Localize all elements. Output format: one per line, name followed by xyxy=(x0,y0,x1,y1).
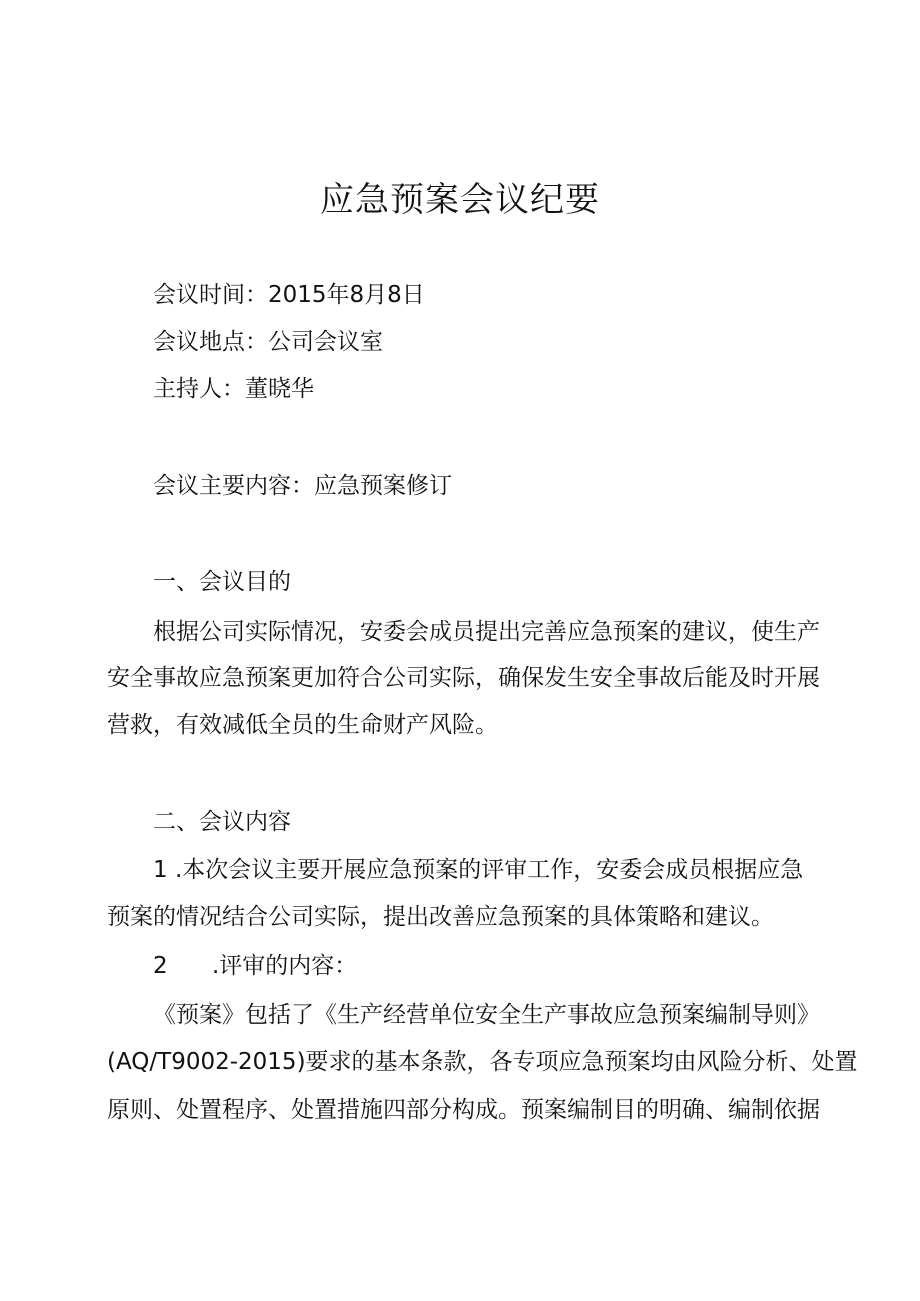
document-title: 应急预案会议纪要 xyxy=(320,180,600,220)
section2-paragraph-line: 原则、处置程序、处置措施四部分构成。预案编制目的明确、编制依据 xyxy=(107,1097,820,1123)
meeting-time: 会议时间：2015年8月8日 xyxy=(153,282,425,308)
section2-item1-line: 1 .本次会议主要开展应急预案的评审工作，安委会成员根据应急 xyxy=(153,857,804,883)
section2-paragraph-line: 《预案》包括了《生产经营单位安全生产事故应急预案编制导则》 xyxy=(153,1002,820,1028)
section2-heading: 二、会议内容 xyxy=(153,809,291,835)
section2-paragraph-line: (AQ/T9002-2015)要求的基本条款，各专项应急预案均由风险分析、处置 xyxy=(107,1049,858,1075)
section2-item1-line: 预案的情况结合公司实际，提出改善应急预案的具体策略和建议。 xyxy=(107,904,774,930)
section1-paragraph-line: 安全事故应急预案更加符合公司实际，确保发生安全事故后能及时开展 xyxy=(107,665,820,691)
section1-paragraph-line: 营救，有效减低全员的生命财产风险。 xyxy=(107,712,498,738)
meeting-host: 主持人：董晓华 xyxy=(153,376,314,402)
meeting-main-content: 会议主要内容：应急预案修订 xyxy=(153,473,452,499)
section1-heading: 一、会议目的 xyxy=(153,569,291,595)
section2-item2-number: 2 xyxy=(153,953,168,979)
meeting-place: 会议地点：公司会议室 xyxy=(153,329,383,355)
section2-item2-label: .评审的内容： xyxy=(212,953,358,979)
section1-paragraph-line: 根据公司实际情况，安委会成员提出完善应急预案的建议，使生产 xyxy=(153,619,820,645)
